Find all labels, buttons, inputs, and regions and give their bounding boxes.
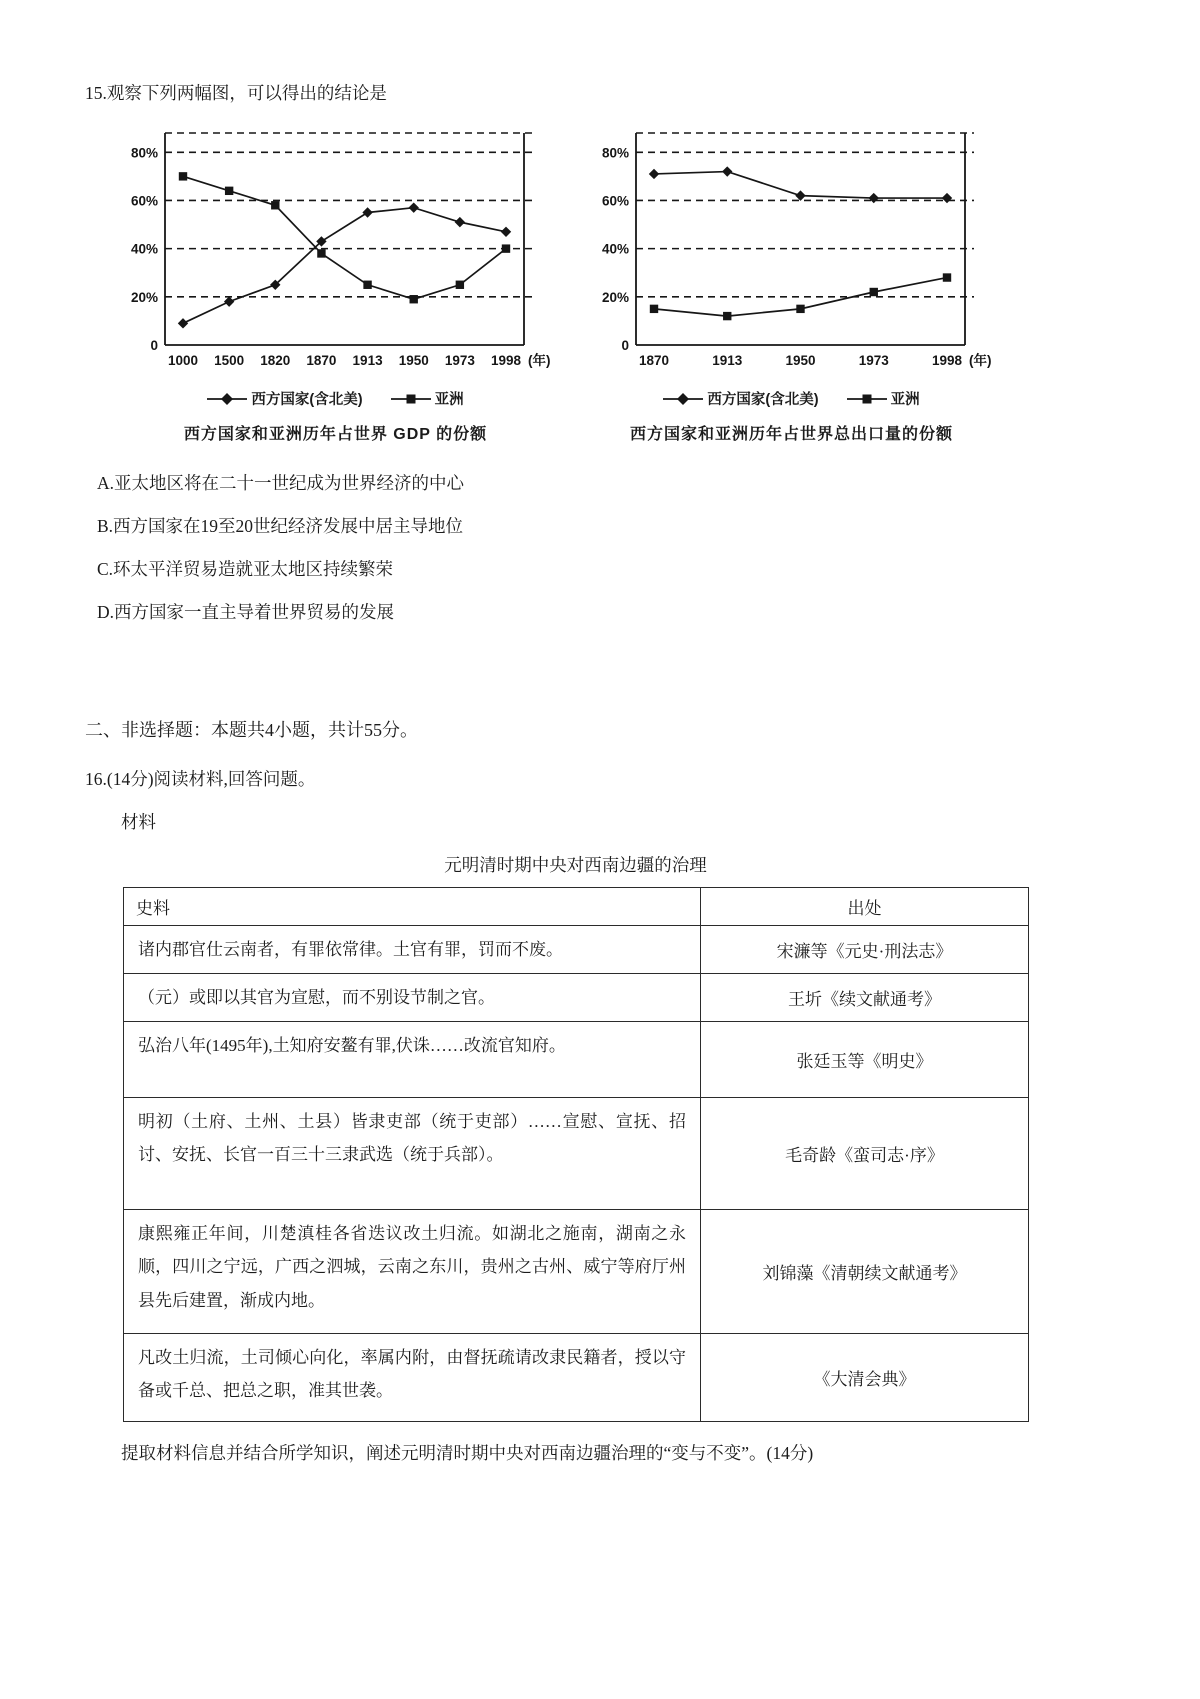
material-label: 材料 xyxy=(121,812,156,832)
svg-text:1870: 1870 xyxy=(306,353,337,368)
legend-label: 亚洲 xyxy=(434,392,464,408)
svg-text:1000: 1000 xyxy=(167,353,199,368)
question-15-stem: 15.观察下列两幅图，可以得出的结论是 xyxy=(85,83,387,103)
question-16-task: 提取材料信息并结合所学知识，阐述元明清时期中央对西南边疆治理的“变与不变”。(14分) xyxy=(121,1443,814,1464)
source-cell: 康熙雍正年间，川楚滇桂各省迭议改土归流。如湖北之施南，湖南之永顺，四川之宁远，广西之泗城，云南之东川，贵州之古州、威宁等府厅州县先后建置，渐成内地。 xyxy=(124,1210,701,1334)
svg-text:1998: 1998 xyxy=(931,353,963,368)
source-cell: 明初（土府、土州、土县）皆隶吏部（统于吏部）……宣慰、宣抚、招讨、安抚、长官一百三十三隶武选（统于兵部）。 xyxy=(124,1098,701,1210)
legend-label: 亚洲 xyxy=(890,392,920,408)
option-d: D.西方国家一直主导着世界贸易的发展 xyxy=(97,602,395,622)
svg-text:1950: 1950 xyxy=(398,353,429,368)
svg-text:(年): (年) xyxy=(969,353,992,368)
citation-cell: 毛奇龄《蛮司志·序》 xyxy=(701,1098,1029,1210)
svg-text:20%: 20% xyxy=(601,289,629,305)
chart-canvas xyxy=(113,119,558,377)
svg-text:1998: 1998 xyxy=(490,353,522,368)
chart-legend xyxy=(584,388,999,409)
citation-cell: 刘锦藻《清朝续文献通考》 xyxy=(701,1210,1029,1334)
legend-marker-square-icon xyxy=(847,392,887,406)
citation-cell: 《大清会典》 xyxy=(701,1334,1029,1422)
chart-canvas xyxy=(584,119,999,377)
material-table-title: 元明清时期中央对西南边疆的治理 xyxy=(444,855,707,875)
legend-label: 西方国家(含北美) xyxy=(251,392,363,408)
legend-marker-square-icon xyxy=(391,392,431,406)
chart-title: 西方国家和亚洲历年占世界总出口量的份额 xyxy=(629,426,953,443)
svg-text:1973: 1973 xyxy=(444,353,475,368)
svg-text:(年): (年) xyxy=(528,353,551,368)
chart-legend xyxy=(113,388,558,409)
material-table xyxy=(123,887,1029,1422)
table-row xyxy=(124,1022,1029,1098)
legend-label: 西方国家(含北美) xyxy=(707,392,819,408)
svg-text:0: 0 xyxy=(621,338,629,353)
citation-cell: 宋濂等《元史·刑法志》 xyxy=(701,926,1029,974)
svg-text:1913: 1913 xyxy=(352,353,383,368)
header-shiliao: 史料 xyxy=(124,888,701,926)
legend-item xyxy=(663,388,818,409)
svg-text:40%: 40% xyxy=(130,241,158,257)
table-row xyxy=(124,1098,1029,1210)
svg-text:1950: 1950 xyxy=(785,353,816,368)
svg-text:80%: 80% xyxy=(130,145,158,161)
section-2-heading: 二、非选择题：本题共4小题，共计55分。 xyxy=(85,720,418,740)
svg-text:1973: 1973 xyxy=(858,353,889,368)
legend-marker-diamond-icon xyxy=(663,392,703,406)
option-a: A.亚太地区将在二十一世纪成为世界经济的中心 xyxy=(97,473,465,493)
export-share-chart xyxy=(584,119,999,444)
legend-item xyxy=(847,388,920,409)
table-row xyxy=(124,1334,1029,1422)
svg-text:1870: 1870 xyxy=(638,353,670,368)
svg-text:0: 0 xyxy=(150,338,158,353)
svg-text:1820: 1820 xyxy=(260,353,291,368)
legend-item xyxy=(391,388,464,409)
citation-cell: 王圻《续文献通考》 xyxy=(701,974,1029,1022)
source-cell: 诸内郡官仕云南者，有罪依常律。土官有罪，罚而不废。 xyxy=(124,926,701,974)
citation-cell: 张廷玉等《明史》 xyxy=(701,1022,1029,1098)
svg-text:1500: 1500 xyxy=(214,353,245,368)
charts-row xyxy=(113,119,1140,444)
svg-text:40%: 40% xyxy=(601,241,629,257)
gdp-share-chart xyxy=(113,119,558,444)
legend-item xyxy=(207,388,362,409)
question-15-options xyxy=(85,470,1140,624)
table-header-row xyxy=(124,888,1029,926)
table-row xyxy=(124,1210,1029,1334)
option-b: B.西方国家在19至20世纪经济发展中居主导地位 xyxy=(97,516,464,536)
table-row xyxy=(124,926,1029,974)
source-cell: 凡改土归流，土司倾心向化，率属内附，由督抚疏请改隶民籍者，授以守备或千总、把总之职，准其世袭。 xyxy=(124,1334,701,1422)
legend-marker-diamond-icon xyxy=(207,392,247,406)
table-row xyxy=(124,974,1029,1022)
svg-text:20%: 20% xyxy=(130,289,158,305)
chart-title: 西方国家和亚洲历年占世界 GDP 的份额 xyxy=(183,426,488,443)
source-cell: （元）或即以其官为宣慰，而不别设节制之官。 xyxy=(124,974,701,1022)
svg-text:60%: 60% xyxy=(130,193,158,209)
option-c: C.环太平洋贸易造就亚太地区持续繁荣 xyxy=(97,559,394,579)
question-16-stem: 16.(14分)阅读材料,回答问题。 xyxy=(85,769,316,789)
source-cell: 弘治八年(1495年),土知府安鳌有罪,伏诛……改流官知府。 xyxy=(124,1022,701,1098)
svg-text:80%: 80% xyxy=(601,145,629,161)
svg-text:1913: 1913 xyxy=(712,353,743,368)
svg-text:60%: 60% xyxy=(601,193,629,209)
header-chuchu: 出处 xyxy=(701,888,1029,926)
